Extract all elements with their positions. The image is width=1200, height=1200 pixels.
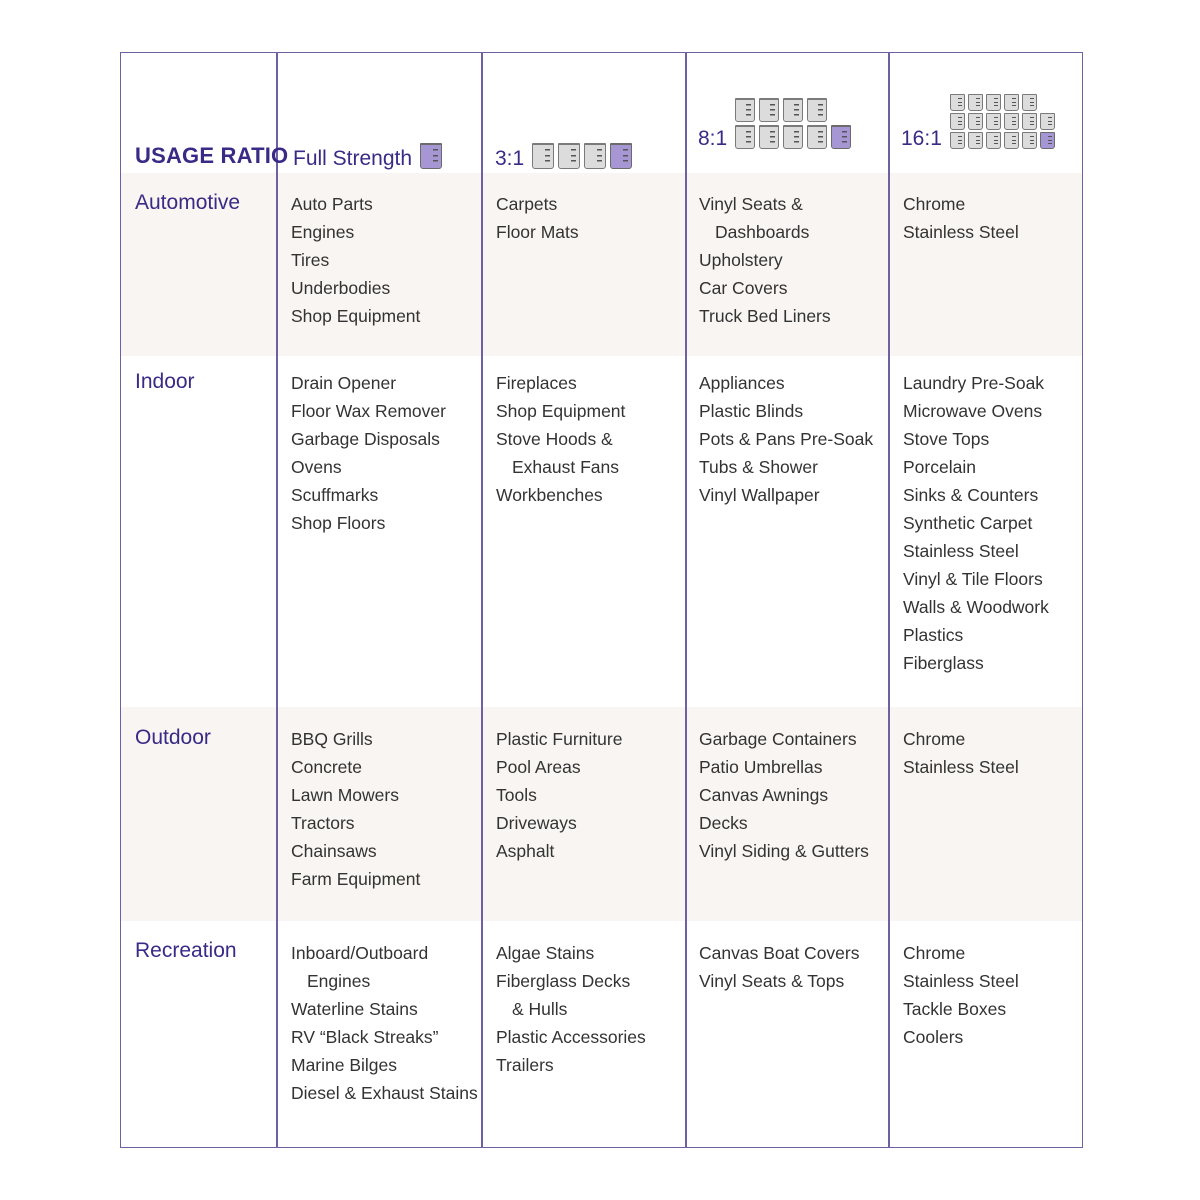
beaker-water-icon <box>968 132 983 149</box>
list-item: Ovens <box>291 457 342 477</box>
list-item: Decks <box>699 813 748 833</box>
beaker-water-icon <box>783 98 803 122</box>
list-item: Garbage Containers <box>699 729 857 749</box>
cell-automotive-3-1 <box>496 190 579 246</box>
beaker-group <box>420 143 442 169</box>
list-item: Pool Areas <box>496 757 581 777</box>
list-item: Pots & Pans Pre-Soak <box>699 429 874 449</box>
list-item: Synthetic Carpet <box>903 513 1033 533</box>
list-item: Fiberglass <box>903 653 984 673</box>
list-item: Concrete <box>291 757 363 777</box>
beaker-water-icon <box>1022 113 1037 130</box>
beaker-water-icon <box>735 98 755 122</box>
column-divider <box>685 53 687 1147</box>
beaker-water-icon <box>735 125 755 149</box>
list-item: Stove Hoods & <box>496 429 613 449</box>
list-item: Car Covers <box>699 278 788 298</box>
list-item: Shop Equipment <box>496 401 626 421</box>
cell-indoor-3-1 <box>496 369 625 509</box>
cell-automotive-full-strength <box>291 190 420 330</box>
list-item: Chrome <box>903 194 966 214</box>
list-item: Inboard/Outboard <box>291 943 429 963</box>
beaker-group <box>735 98 851 149</box>
category-label-outdoor: Outdoor <box>135 726 211 749</box>
list-item: Drain Opener <box>291 373 397 393</box>
list-item: Canvas Boat Covers <box>699 943 860 963</box>
beaker-water-icon <box>950 94 965 111</box>
list-item: RV “Black Streaks” <box>291 1027 439 1047</box>
beaker-water-icon <box>968 94 983 111</box>
list-item: Scuffmarks <box>291 485 379 505</box>
cell-recreation-8-1 <box>699 939 860 995</box>
list-item: Truck Bed Liners <box>699 306 831 326</box>
ratio-label: 16:1 <box>901 127 942 150</box>
list-item: Vinyl Siding & Gutters <box>699 841 869 861</box>
list-item: Diesel & Exhaust Stains <box>291 1083 478 1103</box>
list-item: Stainless Steel <box>903 222 1019 242</box>
cell-outdoor-3-1 <box>496 725 622 865</box>
list-item: Sinks & Counters <box>903 485 1039 505</box>
beaker-concentrate-icon <box>610 143 632 169</box>
beaker-water-icon <box>986 113 1001 130</box>
beaker-water-icon <box>950 132 965 149</box>
list-item: Plastic Accessories <box>496 1027 646 1047</box>
list-item: Stove Tops <box>903 429 990 449</box>
column-divider <box>276 53 278 1147</box>
list-item: Vinyl & Tile Floors <box>903 569 1043 589</box>
ratio-label: 8:1 <box>698 127 728 150</box>
list-item: Walls & Woodwork <box>903 597 1049 617</box>
list-item: Vinyl Seats & Tops <box>699 971 845 991</box>
category-label-recreation: Recreation <box>135 939 237 962</box>
list-item: Underbodies <box>291 278 391 298</box>
column-divider <box>481 53 483 1147</box>
beaker-group <box>950 94 1055 149</box>
beaker-water-icon <box>1004 94 1019 111</box>
beaker-water-icon <box>1022 132 1037 149</box>
header-col-full-strength <box>293 119 442 169</box>
cell-indoor-16-1 <box>903 369 1049 677</box>
list-item: BBQ Grills <box>291 729 373 749</box>
list-item: Plastics <box>903 625 964 645</box>
header-col-8-1 <box>698 83 851 149</box>
list-item: Vinyl Wallpaper <box>699 485 820 505</box>
beaker-water-icon <box>783 125 803 149</box>
beaker-water-icon <box>986 132 1001 149</box>
beaker-water-icon <box>1004 113 1019 130</box>
list-item: Appliances <box>699 373 785 393</box>
list-item: Chrome <box>903 729 966 749</box>
beaker-water-icon <box>759 98 779 122</box>
list-item: Microwave Ovens <box>903 401 1043 421</box>
beaker-water-icon <box>807 125 827 149</box>
cell-outdoor-16-1 <box>903 725 1019 781</box>
list-item: Tackle Boxes <box>903 999 1007 1019</box>
beaker-water-icon <box>1040 113 1055 130</box>
list-item: Waterline Stains <box>291 999 418 1019</box>
beaker-water-icon <box>1022 94 1037 111</box>
list-item: Chrome <box>903 943 966 963</box>
list-item: Tractors <box>291 813 355 833</box>
list-item: Workbenches <box>496 485 603 505</box>
list-item: Fireplaces <box>496 373 577 393</box>
list-item: Coolers <box>903 1027 964 1047</box>
list-item: Marine Bilges <box>291 1055 398 1075</box>
list-item: Fiberglass Decks <box>496 971 631 991</box>
beaker-water-icon <box>1004 132 1019 149</box>
cell-recreation-full-strength <box>291 939 478 1107</box>
beaker-water-icon <box>807 98 827 122</box>
cell-indoor-full-strength <box>291 369 446 537</box>
list-item: Algae Stains <box>496 943 595 963</box>
list-item: Asphalt <box>496 841 555 861</box>
list-item: Trailers <box>496 1055 554 1075</box>
beaker-water-icon <box>558 143 580 169</box>
list-item: Auto Parts <box>291 194 373 214</box>
cell-automotive-8-1 <box>699 190 831 330</box>
list-item: Engines <box>307 971 371 991</box>
list-item: Tubs & Shower <box>699 457 818 477</box>
beaker-water-icon <box>532 143 554 169</box>
list-item: Lawn Mowers <box>291 785 399 805</box>
list-item: Tires <box>291 250 330 270</box>
beaker-group <box>532 143 632 169</box>
header-col-16-1 <box>901 79 1055 149</box>
list-item: Farm Equipment <box>291 869 421 889</box>
category-label-indoor: Indoor <box>135 370 195 393</box>
ratio-label: 3:1 <box>495 147 525 170</box>
cell-outdoor-full-strength <box>291 725 420 893</box>
list-item: Plastic Furniture <box>496 729 623 749</box>
list-item: Stainless Steel <box>903 757 1019 777</box>
list-item: Dashboards <box>715 222 810 242</box>
header-col-3-1 <box>495 119 632 169</box>
column-divider <box>888 53 890 1147</box>
list-item: Patio Umbrellas <box>699 757 823 777</box>
list-item: Upholstery <box>699 250 783 270</box>
list-item: Stainless Steel <box>903 971 1019 991</box>
beaker-water-icon <box>968 113 983 130</box>
list-item: Laundry Pre-Soak <box>903 373 1045 393</box>
cell-automotive-16-1 <box>903 190 1019 246</box>
list-item: Vinyl Seats & <box>699 194 803 214</box>
usage-ratio-title: USAGE RATIO <box>135 143 289 168</box>
cell-recreation-3-1 <box>496 939 646 1079</box>
cell-indoor-8-1 <box>699 369 873 509</box>
list-item: Porcelain <box>903 457 976 477</box>
beaker-water-icon <box>759 125 779 149</box>
list-item: Plastic Blinds <box>699 401 804 421</box>
cell-outdoor-8-1 <box>699 725 869 865</box>
list-item: Shop Equipment <box>291 306 421 326</box>
list-item: Engines <box>291 222 355 242</box>
usage-ratio-table <box>120 52 1083 1148</box>
list-item: Floor Mats <box>496 222 579 242</box>
list-item: Garbage Disposals <box>291 429 440 449</box>
list-item: Floor Wax Remover <box>291 401 446 421</box>
list-item: Shop Floors <box>291 513 386 533</box>
beaker-concentrate-icon <box>420 143 442 169</box>
list-item: Canvas Awnings <box>699 785 829 805</box>
beaker-concentrate-icon <box>831 125 851 149</box>
list-item: & Hulls <box>512 999 568 1019</box>
list-item: Stainless Steel <box>903 541 1019 561</box>
header-title-cell <box>135 119 288 169</box>
category-label-automotive: Automotive <box>135 191 241 214</box>
list-item: Carpets <box>496 194 558 214</box>
list-item: Driveways <box>496 813 577 833</box>
beaker-water-icon <box>950 113 965 130</box>
beaker-water-icon <box>584 143 606 169</box>
ratio-label: Full Strength <box>293 147 413 170</box>
beaker-concentrate-icon <box>1040 132 1055 149</box>
list-item: Tools <box>496 785 537 805</box>
list-item: Chainsaws <box>291 841 377 861</box>
beaker-water-icon <box>986 94 1001 111</box>
cell-recreation-16-1 <box>903 939 1019 1051</box>
list-item: Exhaust Fans <box>512 457 619 477</box>
